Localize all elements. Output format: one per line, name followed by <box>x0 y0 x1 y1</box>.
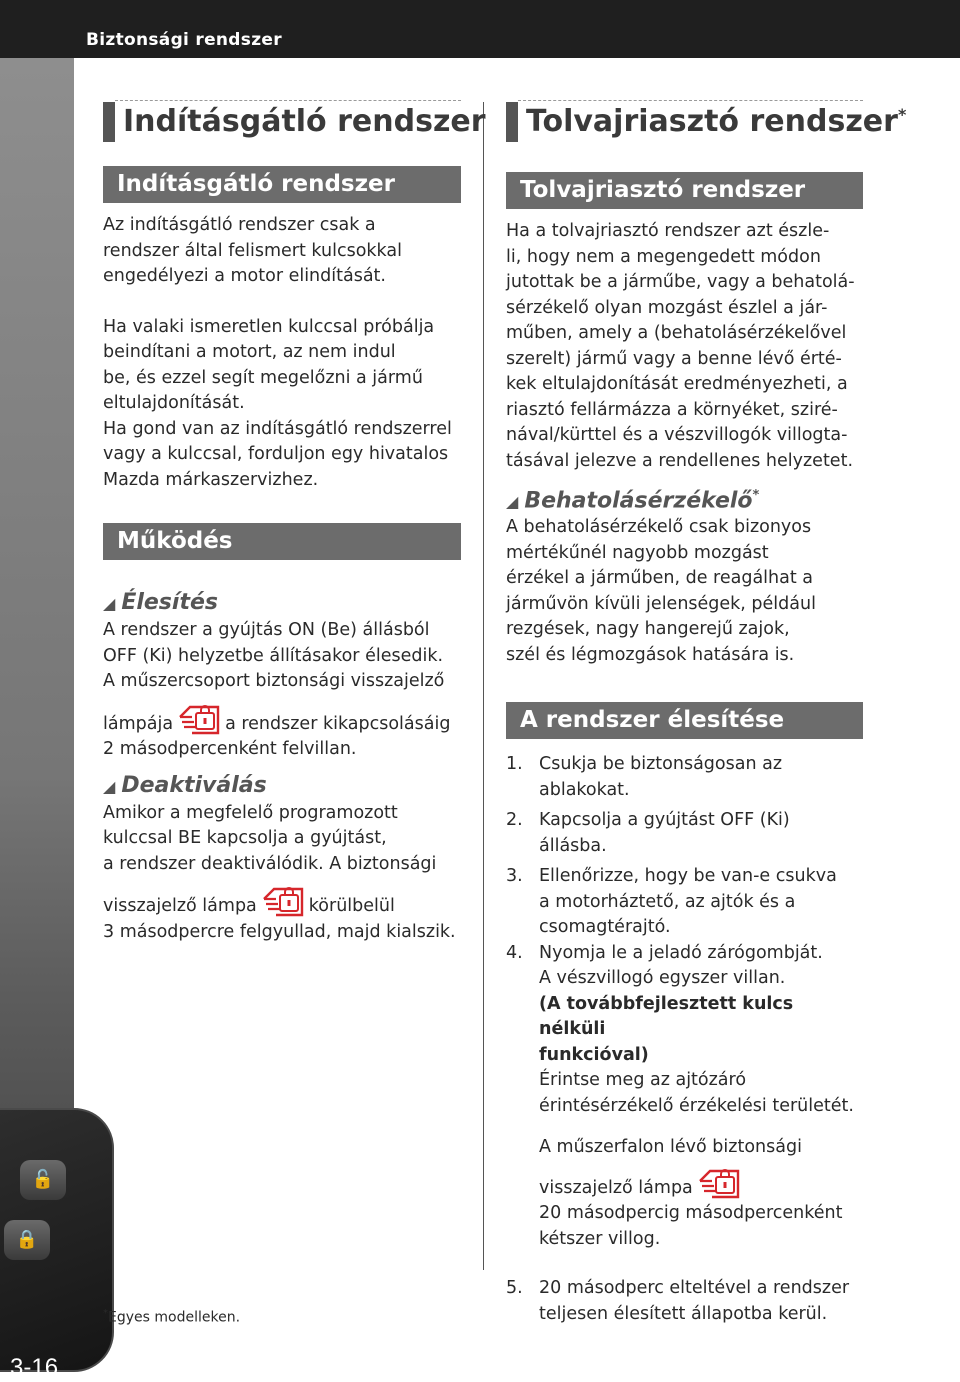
column-right <box>506 100 907 1327</box>
section-title: Tolvajriasztó rendszer <box>506 172 863 209</box>
paragraph-with-icon: lámpája a rendszer kikapcsolásáig <box>103 703 461 738</box>
paragraph: Ha a tolvajriasztó rendszer azt észle- li, hogy nem a megengedett módon jutottak be a járműbe, vagy a behatolá- sérzékelő olyan mozgást észlel a jár- műben, amely a (behatolásérzékelővel szerelt) jármű vagy a benne lévő érté- kek eltulajdonítását eredményezheti, a riasztó fellármázza a környéket, sziré- nával/kürttel és a vészvillogók villogta- tásával jelezve a rendellenes helyzetet. <box>506 221 855 471</box>
paragraph: A rendszer a gyújtás ON (Be) állásból OFF (Ki) helyzetbe állításakor élesedik. A műszercsoport biztonsági visszajelző <box>103 620 445 691</box>
security-indicator-icon <box>261 885 305 917</box>
paragraph-bold: (A továbbfejlesztett kulcs nélküli funkcióval) <box>539 993 794 1065</box>
paragraph: Az indításgátló rendszer csak a rendszer által felismert kulcsokkal engedélyezi a motor elindítását. <box>103 215 402 286</box>
section-title-arming: A rendszer élesítése <box>506 702 863 739</box>
paragraph: Nyomja le a jeladó zárógombját. A vészvillogó egyszer villan. <box>539 942 823 989</box>
subheading-disarm: ◢ Deaktiválás <box>103 772 267 798</box>
paragraph: Ha valaki ismeretlen kulccsal próbálja beindítani a motort, az nem indul be, és ezzel segít megelőzni a jármű eltulajdonítását. Ha gond van az indításgátló rendszerrel vagy a kulccsal, forduljon egy hivatalos Mazda márkaszervizhez. <box>103 316 452 490</box>
lock-icon: 🔒 <box>4 1220 50 1260</box>
paragraph: A behatolásérzékelő csak bizonyos mértékűnél nagyobb mozgást érzékel a járműben, de reagálhat a járművön kívüli jelenségek, például rezgések, nagy hangerejű zajok, szél és légmozgások hatására is. <box>506 517 816 665</box>
subheading-arming: ◢ Élesítés <box>103 590 218 615</box>
page-header <box>0 0 960 58</box>
paragraph: 3 másodpercre felgyullad, majd kialszik. <box>103 921 456 942</box>
paragraph: Amikor a megfelelő programozott kulccsal BE kapcsolja a gyújtást, a rendszer deaktiválódik. A biztonsági <box>103 802 437 874</box>
list-item: 1. Csukja be biztonságosan az ablakokat. <box>506 754 783 800</box>
sidebar-photo <box>0 58 74 1381</box>
paragraph: A műszerfalon lévő biztonsági <box>539 1137 802 1158</box>
list-item: 2. Kapcsolja a gyújtást OFF (Ki) állásba. <box>506 810 790 856</box>
security-indicator-icon <box>697 1167 741 1199</box>
footnote: *Egyes modelleken. <box>103 1308 241 1326</box>
section-title-operation: Működés <box>103 523 461 560</box>
triangle-marker-icon: ◢ <box>103 776 116 796</box>
security-indicator-icon <box>177 703 221 735</box>
page-number: 3-16 <box>10 1354 59 1381</box>
section-title: Indításgátló rendszer <box>103 166 461 203</box>
column-left <box>103 100 486 945</box>
unlock-icon: 🔓 <box>20 1160 66 1200</box>
subheading-intrusion-sensor: ◢ Behatolásérzékelő* <box>506 488 760 514</box>
list-item: 3. Ellenőrizze, hogy be van-e csukva a motorháztető, az ajtók és a csomagtérajtó. <box>506 866 837 938</box>
paragraph: 2 másodpercenként felvillan. <box>103 739 357 759</box>
list-item: 4. Nyomja le a jeladó zárógombját. A vészvillogó egyszer villan. (A továbbfejlesztett kulcs nélküli funkcióval) Érintse meg az ajtózáró érintésérzékelő érzékelési területét. A műszerfalon lévő biztonsági visszajelző lámpa 20 másodpercig másodpercenként kétszer villog. <box>506 941 863 1253</box>
main-heading-text: Tolvajriasztó rendszer* <box>526 104 907 139</box>
main-heading-immobilizer <box>103 100 486 152</box>
main-heading-text: Indításgátló rendszer <box>123 104 486 139</box>
triangle-marker-icon: ◢ <box>103 594 116 613</box>
main-heading-theft-alarm <box>506 100 907 152</box>
steps-list <box>506 752 863 1327</box>
triangle-marker-icon: ◢ <box>506 492 519 512</box>
list-item: 5. 20 másodperc elteltével a rendszer teljesen élesített állapotba kerül. <box>506 1278 850 1324</box>
paragraph-with-icon: visszajelző lámpa körülbelül <box>103 885 461 920</box>
header-title: Biztonsági rendszer <box>86 30 282 50</box>
door-panel-image <box>0 1108 114 1372</box>
column-divider <box>483 102 484 1270</box>
paragraph: Érintse meg az ajtózáró érintésérzékelő érzékelési területét. <box>539 1070 854 1116</box>
paragraph: 20 másodpercig másodpercenként kétszer villog. <box>539 1203 843 1249</box>
paragraph-with-icon: visszajelző lámpa <box>539 1167 863 1202</box>
